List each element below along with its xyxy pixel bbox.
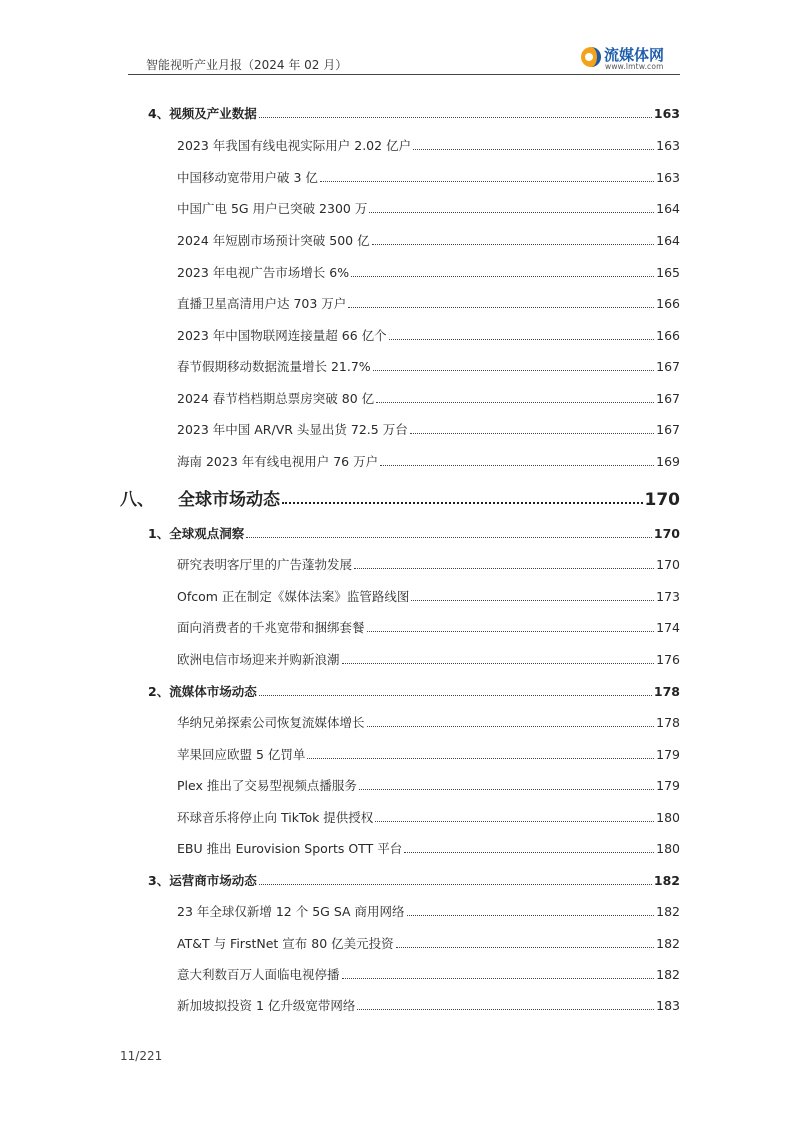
toc-entry-page: 173	[656, 589, 680, 604]
chapter-number: 八、	[120, 490, 154, 510]
logo-name: 流媒体网	[604, 46, 665, 64]
dot-leader	[372, 244, 655, 245]
dot-leader	[342, 663, 655, 664]
toc-entry-page: 182	[656, 967, 680, 982]
dot-leader	[342, 978, 655, 979]
toc-entry[interactable]	[177, 263, 680, 281]
toc-entry-page: 180	[656, 841, 680, 856]
dot-leader	[259, 695, 652, 696]
toc-entry-label: 2、流媒体市场动态	[148, 684, 257, 699]
toc-entry-label: 意大利数百万人面临电视停播	[177, 967, 340, 982]
dot-leader	[320, 181, 654, 182]
dot-leader	[396, 947, 655, 948]
toc-entry-label: 1、全球观点洞察	[148, 526, 245, 541]
toc-entry[interactable]	[177, 136, 680, 154]
dot-leader	[351, 276, 654, 277]
toc-entry-section-1[interactable]	[148, 524, 680, 542]
toc-entry-page: 164	[656, 201, 680, 216]
toc-entry[interactable]	[177, 357, 680, 375]
toc-entry-page: 182	[653, 873, 680, 888]
logo-url: www.lmtw.com	[605, 62, 664, 71]
toc-entry-label: 2023 年中国 AR/VR 头显出货 72.5 万台	[177, 422, 408, 437]
toc-entry-label: 新加坡拟投资 1 亿升级宽带网络	[177, 998, 356, 1013]
dot-leader	[410, 433, 654, 434]
toc-entry-label: 面向消费者的千兆宽带和捆绑套餐	[177, 620, 365, 635]
dot-leader	[359, 789, 654, 790]
toc-entry[interactable]	[177, 965, 680, 983]
toc-entry[interactable]	[177, 555, 680, 573]
toc-entry-label: 2023 年电视广告市场增长 6%	[177, 265, 350, 280]
toc-entry-label: 中国广电 5G 用户已突破 2300 万	[177, 201, 368, 216]
toc-entry-label: EBU 推出 Eurovision Sports OTT 平台	[177, 841, 403, 856]
dot-leader	[259, 884, 652, 885]
toc-entry[interactable]	[177, 231, 680, 249]
toc-entry-page: 182	[656, 936, 680, 951]
toc-entry-label: 2024 年短剧市场预计突破 500 亿	[177, 233, 370, 248]
dot-leader	[367, 631, 655, 632]
dot-leader	[389, 339, 655, 340]
dot-leader	[376, 402, 654, 403]
toc-entry-label: 环球音乐将停止向 TikTok 提供授权	[177, 810, 374, 825]
dot-leader	[348, 307, 654, 308]
toc-entry-page: 170	[653, 526, 680, 541]
logo-mark-icon	[580, 46, 602, 68]
toc-entry-page: 166	[656, 296, 680, 311]
toc-entry-page: 170	[644, 490, 680, 510]
toc-entry-label: 2023 年我国有线电视实际用户 2.02 亿户	[177, 138, 412, 153]
dot-leader	[407, 915, 655, 916]
brand-logo	[580, 44, 680, 74]
toc-entry-page: 163	[653, 106, 680, 121]
dot-leader	[375, 821, 654, 822]
toc-entry-page: 178	[656, 715, 680, 730]
dot-leader	[367, 726, 655, 727]
toc-entry-label: 全球市场动态	[178, 490, 280, 510]
toc-entry[interactable]	[177, 452, 680, 470]
toc-entry-page: 183	[656, 998, 680, 1013]
toc-entry[interactable]	[177, 808, 680, 826]
toc-entry-label: 中国移动宽带用户破 3 亿	[177, 170, 318, 185]
dot-leader	[369, 212, 654, 213]
toc-entry[interactable]	[177, 618, 680, 636]
toc-entry-section-4[interactable]	[148, 104, 680, 122]
toc-entry-page: 179	[656, 747, 680, 762]
toc-entry[interactable]	[177, 934, 680, 952]
dot-leader	[307, 758, 654, 759]
toc-entry-label: 3、运营商市场动态	[148, 873, 257, 888]
page-header	[128, 48, 680, 76]
toc-entry-chapter-8[interactable]	[120, 485, 680, 510]
toc-entry[interactable]	[177, 745, 680, 763]
dot-leader	[380, 465, 654, 466]
toc-entry[interactable]	[177, 996, 680, 1014]
toc-entry[interactable]	[177, 776, 680, 794]
header-title: 智能视听产业月报（2024 年 02 月）	[146, 58, 348, 72]
toc-entry[interactable]	[177, 326, 680, 344]
toc-entry-label: 欧洲电信市场迎来并购新浪潮	[177, 652, 340, 667]
toc-entry[interactable]	[177, 294, 680, 312]
toc-entry-label: AT&T 与 FirstNet 宣布 80 亿美元投资	[177, 936, 394, 951]
toc-entry-label: 苹果回应欧盟 5 亿罚单	[177, 747, 306, 762]
dot-leader	[413, 149, 654, 150]
dot-leader	[246, 537, 652, 538]
toc-entry-section-3[interactable]	[148, 871, 680, 889]
toc-entry-page: 169	[656, 454, 680, 469]
toc-entry-page: 167	[656, 391, 680, 406]
toc-entry-section-2[interactable]	[148, 682, 680, 700]
toc-entry-label: 4、视频及产业数据	[148, 106, 257, 121]
dot-leader	[354, 568, 654, 569]
dot-leader	[259, 117, 652, 118]
toc-entry[interactable]	[177, 168, 680, 186]
toc-entry-label: 海南 2023 年有线电视用户 76 万户	[177, 454, 379, 469]
toc-entry-page: 167	[656, 359, 680, 374]
dot-leader	[357, 1009, 654, 1010]
header-divider	[128, 74, 680, 75]
toc-entry-page: 167	[656, 422, 680, 437]
toc-entry[interactable]	[177, 902, 680, 920]
toc-entry[interactable]	[177, 713, 680, 731]
toc-entry-page: 163	[656, 170, 680, 185]
toc-entry-label: 2023 年中国物联网连接量超 66 亿个	[177, 328, 387, 343]
toc-entry-page: 170	[656, 557, 680, 572]
toc-entry-label: 春节假期移动数据流量增长 21.7%	[177, 359, 371, 374]
toc-entry-page: 182	[656, 904, 680, 919]
toc-entry-page: 179	[656, 778, 680, 793]
toc-entry-page: 165	[656, 265, 680, 280]
dot-leader	[411, 600, 654, 601]
toc-entry-label: Ofcom 正在制定《媒体法案》监管路线图	[177, 589, 410, 604]
toc-entry[interactable]	[177, 587, 680, 605]
toc-entry[interactable]	[177, 389, 680, 407]
toc-entry-page: 178	[653, 684, 680, 699]
page-counter: 11/221	[120, 1049, 163, 1063]
toc-entry-label: 直播卫星高清用户达 703 万户	[177, 296, 347, 311]
toc-entry[interactable]	[177, 420, 680, 438]
toc-entry-label: 2024 春节档档期总票房突破 80 亿	[177, 391, 375, 406]
toc-entry[interactable]	[177, 839, 680, 857]
toc-entry-page: 176	[656, 652, 680, 667]
toc-entry-label: 华纳兄弟探索公司恢复流媒体增长	[177, 715, 365, 730]
toc-entry-page: 164	[656, 233, 680, 248]
toc-entry-label: 研究表明客厅里的广告蓬勃发展	[177, 557, 353, 572]
dot-leader	[404, 852, 654, 853]
toc-entry-label: Plex 推出了交易型视频点播服务	[177, 778, 357, 793]
toc-entry[interactable]	[177, 199, 680, 217]
toc-entry-label: 23 年全球仅新增 12 个 5G SA 商用网络	[177, 904, 405, 919]
toc-entry-page: 163	[656, 138, 680, 153]
toc-entry-page: 180	[656, 810, 680, 825]
dot-leader	[282, 502, 643, 504]
toc-entry[interactable]	[177, 650, 680, 668]
toc-entry-page: 166	[656, 328, 680, 343]
toc-entry-page: 174	[656, 620, 680, 635]
dot-leader	[373, 370, 654, 371]
